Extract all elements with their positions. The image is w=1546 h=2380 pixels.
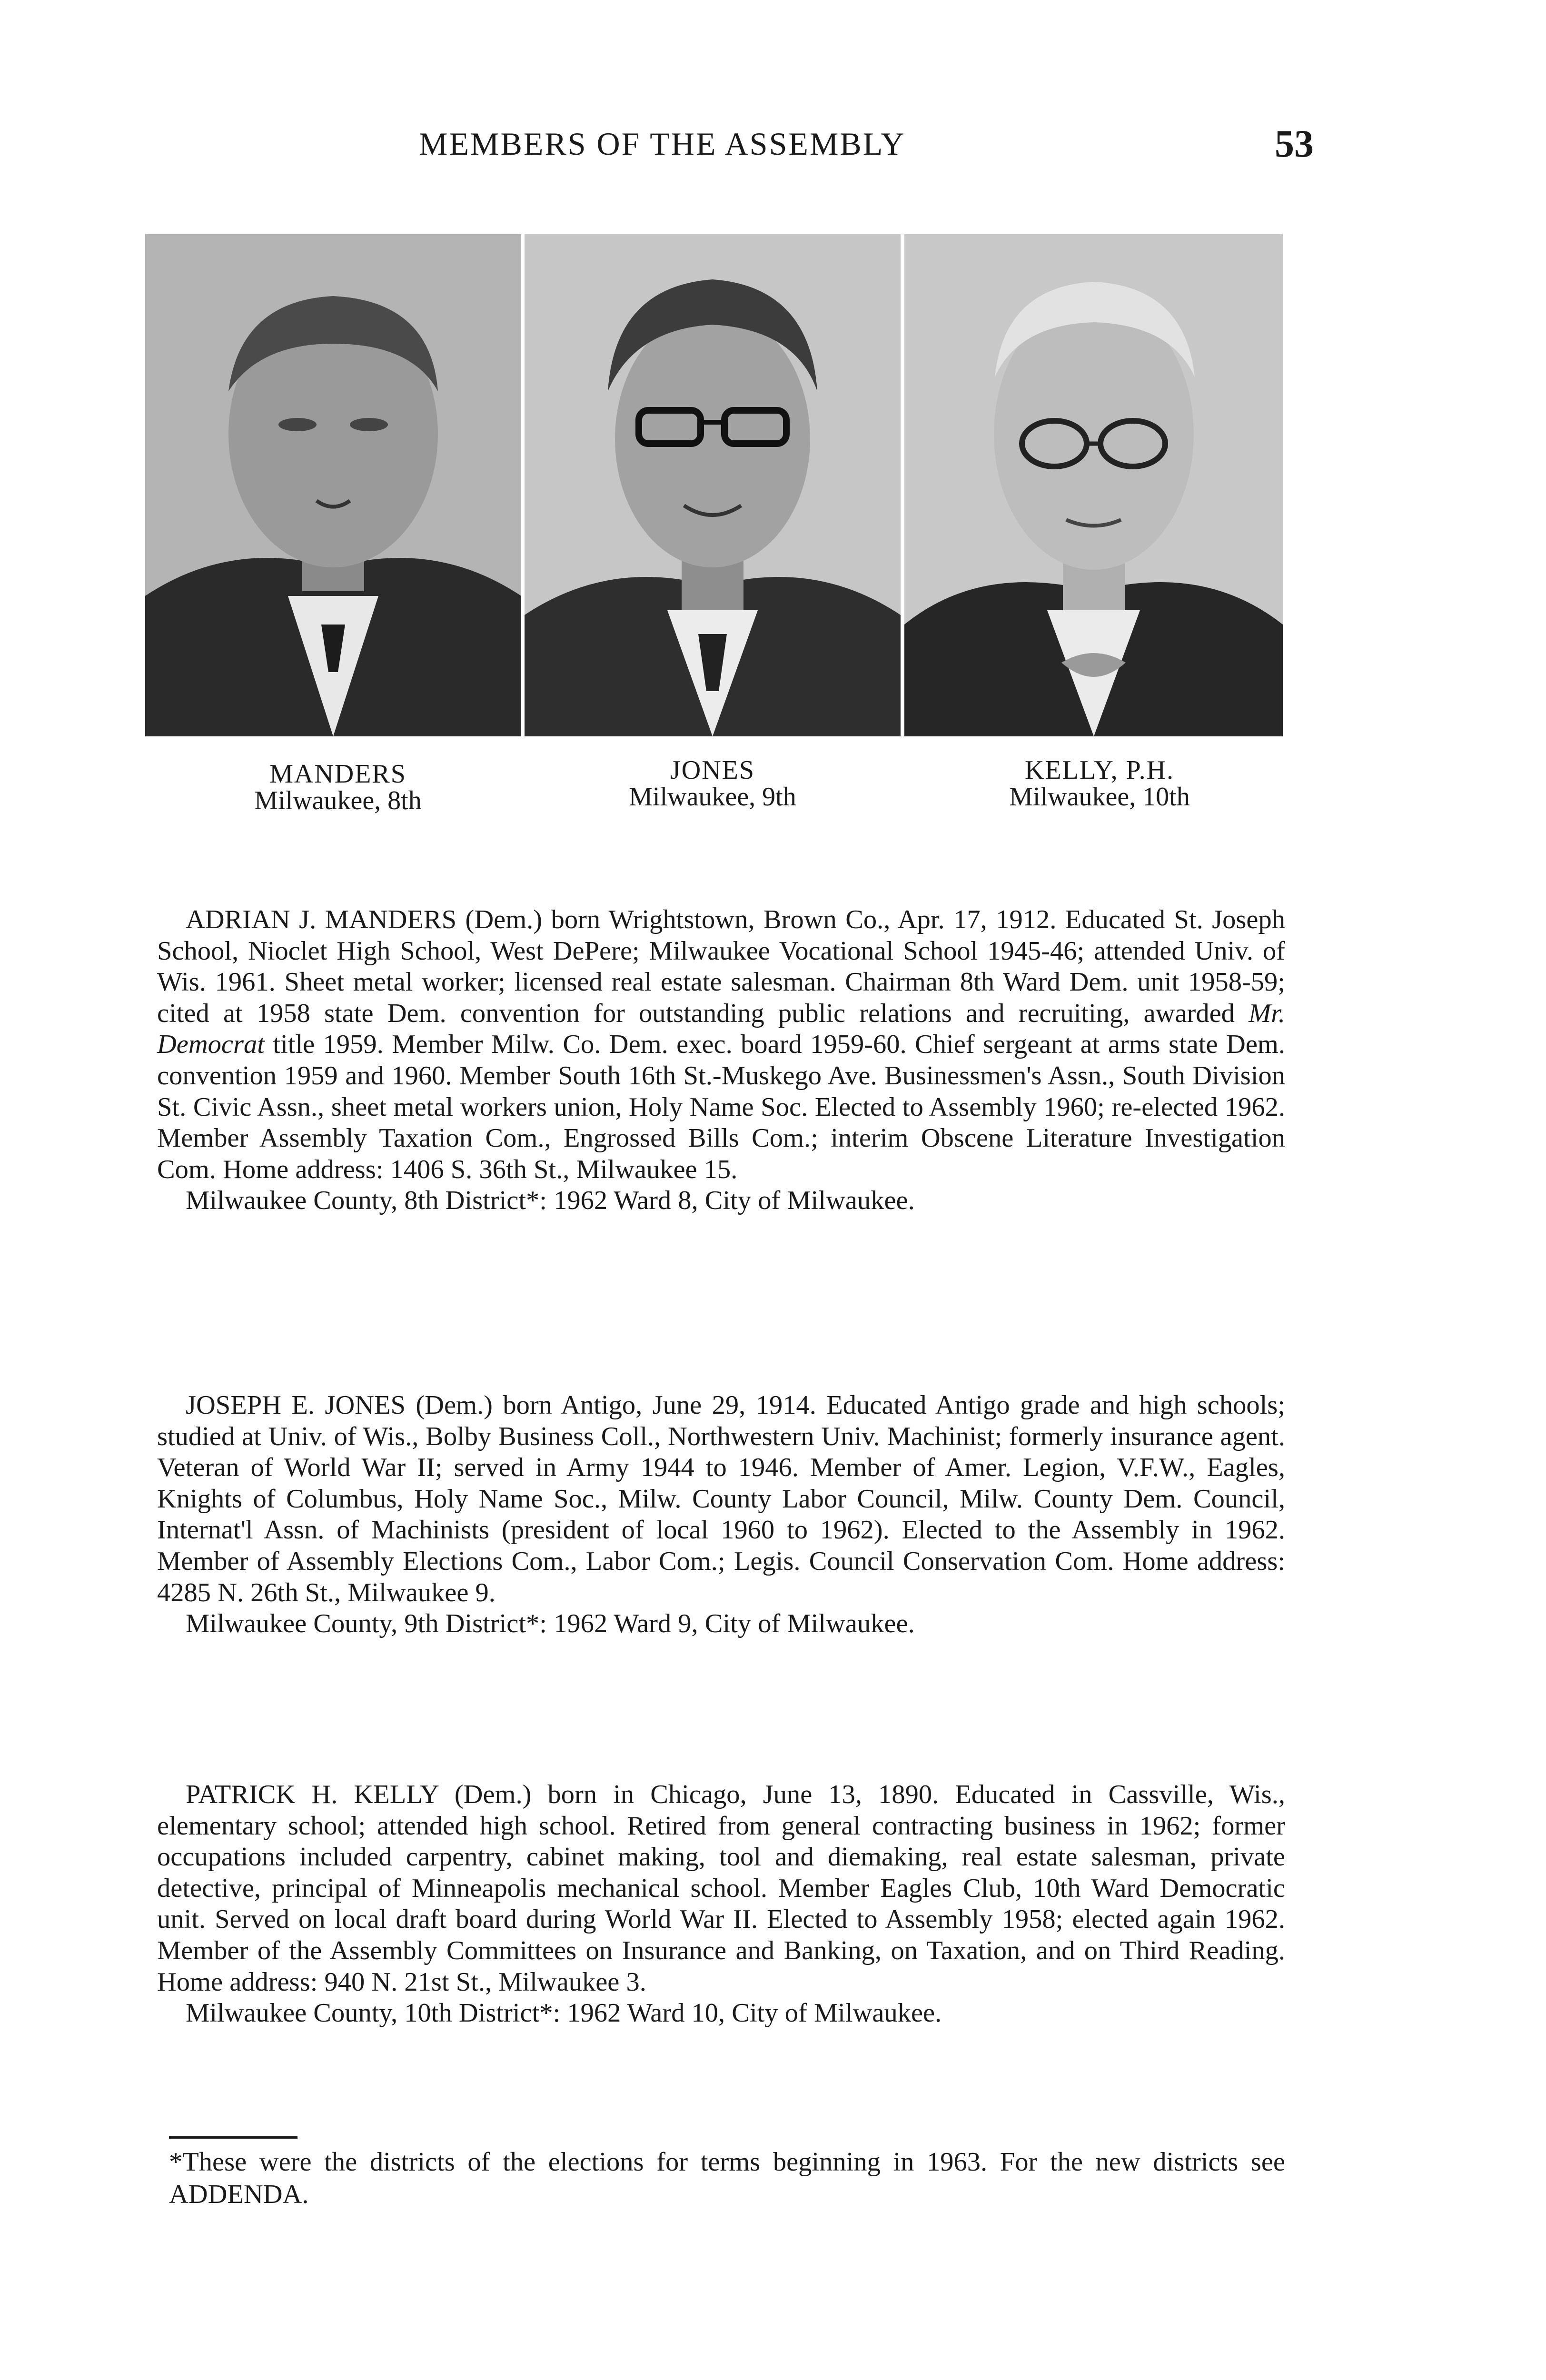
district-line: Milwaukee County, 8th District*: 1962 Ward 8, City of Milwaukee.	[186, 1186, 915, 1216]
page-header	[419, 121, 1314, 174]
caption-name: KELLY, P.H.	[1024, 755, 1175, 785]
district-line: Milwaukee County, 9th District*: 1962 Ward 9, City of Milwaukee.	[186, 1609, 915, 1639]
biography-text: PATRICK H. KELLY (Dem.) born in Chicago, June 13, 1890. Educated in Cassville, Wis., elementary school; attended high school. Retired from general contracting business in 1962; former occupations included carpentry, cabinet making, tool and diemaking, real estate salesman, private detective, principal of Minneapolis mechanical school. Member Eagles Club, 10th Ward Democratic unit. Served on local draft board during World War II. Elected to Assembly 1958; elected again 1962. Member of the Assembly Committees on Insurance and Banking, on Taxation, and on Third Reading. Home address: 940 N. 21st St., Milwaukee 3.	[157, 1780, 1285, 1997]
portrait-caption-jones	[555, 757, 870, 810]
portrait-photo-kelly	[904, 234, 1283, 736]
portrait-photo-manders	[145, 234, 521, 736]
biography-kelly	[157, 1779, 1285, 2029]
portrait-caption-kelly	[942, 757, 1257, 810]
biography-jones	[157, 1390, 1285, 1640]
award-title: Mr. Democrat	[157, 998, 1285, 1060]
caption-district: Milwaukee, 9th	[629, 782, 796, 812]
portrait-caption-manders	[181, 761, 495, 814]
page-number: 53	[1275, 122, 1314, 165]
caption-district: Milwaukee, 10th	[1009, 782, 1190, 812]
portrait-photo-jones	[525, 234, 901, 736]
biography-manders	[157, 904, 1285, 1217]
biography-text: ADRIAN J. MANDERS (Dem.) born Wrightstown, Brown Co., Apr. 17, 1912. Educated St. Joseph School, Nioclet High School, West DePere; Milwaukee Vocational School 1945-46; attended Univ. of Wis. 1961. Sheet metal worker; licensed real estate salesman. Chairman 8th Ward Dem. unit 1958-59; cited at 1958 state Dem. convention for outstanding public relations and recruiting, awarded Mr. Democrat title 1959. Member Milw. Co. Dem. exec. board 1959-60. Chief sergeant at arms state Dem. convention 1959 and 1960. Member South 16th St.-Muskego Ave. Businessmen's Assn., South Division St. Civic Assn., sheet metal workers union, Holy Name Soc. Elected to Assembly 1960; re-elected 1962. Member Assembly Taxation Com., Engrossed Bills Com.; interim Obscene Literature Investigation Com. Home address: 1406 S. 36th St., Milwaukee 15.	[157, 905, 1285, 1184]
footnote-rule	[169, 2136, 297, 2139]
page-title: MEMBERS OF THE ASSEMBLY	[419, 126, 906, 162]
caption-name: JONES	[670, 755, 755, 785]
caption-name: MANDERS	[269, 759, 406, 789]
footnote-text: *These were the districts of the elections for terms beginning in 1963. For the new districts see ADDENDA.	[169, 2147, 1285, 2209]
footnote	[169, 2146, 1285, 2211]
biography-text: JOSEPH E. JONES (Dem.) born Antigo, June 29, 1914. Educated Antigo grade and high schools; studied at Univ. of Wis., Bolby Business Coll., Northwestern Univ. Machinist; formerly insurance agent. Veteran of World War II; served in Army 1944 to 1946. Member of Amer. Legion, V.F.W., Eagles, Knights of Columbus, Holy Name Soc., Milw. County Labor Council, Milw. County Dem. Council, Internat'l Assn. of Machinists (president of local 1960 to 1962). Elected to the Assembly in 1962. Member of Assembly Elections Com., Labor Com.; Legis. Council Conservation Com. Home address: 4285 N. 26th St., Milwaukee 9.	[157, 1390, 1285, 1607]
district-line: Milwaukee County, 10th District*: 1962 Ward 10, City of Milwaukee.	[186, 1998, 942, 2028]
caption-district: Milwaukee, 8th	[254, 786, 422, 815]
